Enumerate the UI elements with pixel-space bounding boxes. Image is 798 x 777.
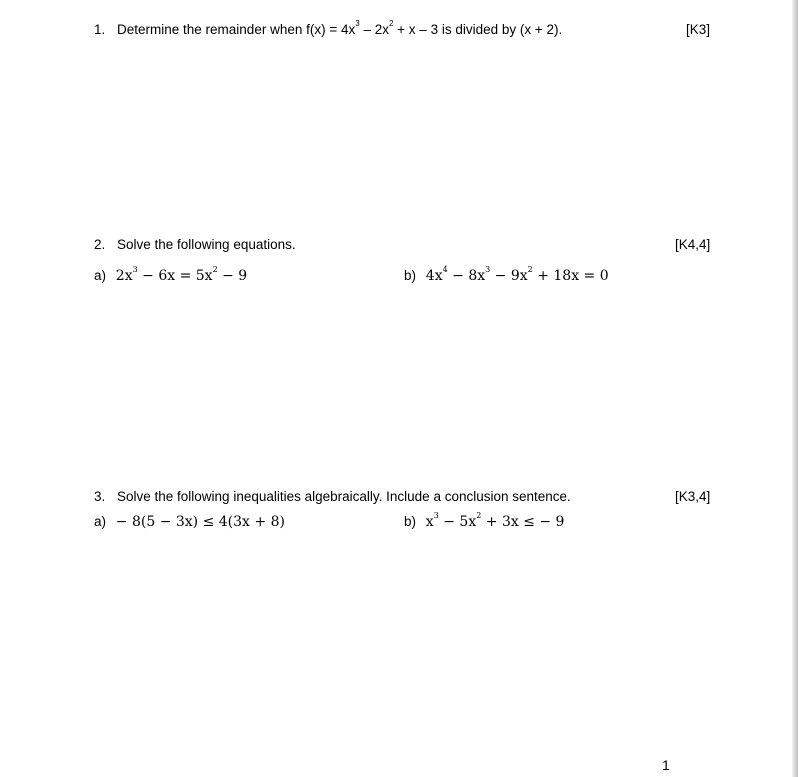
part-label: a) bbox=[94, 268, 107, 283]
part-2b bbox=[404, 265, 609, 284]
question-text: Solve the following inequalities algebraically. Include a conclusion sentence. bbox=[117, 489, 571, 504]
part-label: b) bbox=[404, 514, 417, 529]
part-3b bbox=[404, 511, 565, 530]
question-text: Determine the remainder when $f(x) = 4x^3 - 2x^2 + x - 3$ is divided by (x + 2). bbox=[117, 19, 563, 37]
marks-label: [K3] bbox=[686, 22, 711, 37]
part-label: b) bbox=[404, 268, 417, 283]
marks-label: [K4,4] bbox=[675, 237, 711, 252]
inequality: − 8(5 − 3x) ≤ 4(3x + 8) bbox=[115, 514, 285, 530]
marks-label: [K3,4] bbox=[675, 489, 711, 504]
question-text: Solve the following equations. bbox=[117, 237, 296, 252]
question-number: 2. bbox=[94, 237, 106, 252]
part-2a bbox=[94, 265, 248, 284]
question-number: 1. bbox=[94, 22, 106, 37]
part-3a bbox=[94, 514, 285, 530]
equation: $4x^4 - 8x^3 - 9x^2 + 18x = 0$ bbox=[425, 265, 609, 284]
page-number: 1 bbox=[662, 757, 670, 773]
inequality: $x^3 - 5x^2 + 3x$ ≤ − 9 bbox=[425, 511, 565, 530]
part-label: a) bbox=[94, 514, 107, 529]
equation: $2x^3 - 6x = 5x^2 - 9$ bbox=[115, 265, 248, 284]
question-number: 3. bbox=[94, 489, 106, 504]
page-edge-shadow bbox=[792, 0, 798, 777]
